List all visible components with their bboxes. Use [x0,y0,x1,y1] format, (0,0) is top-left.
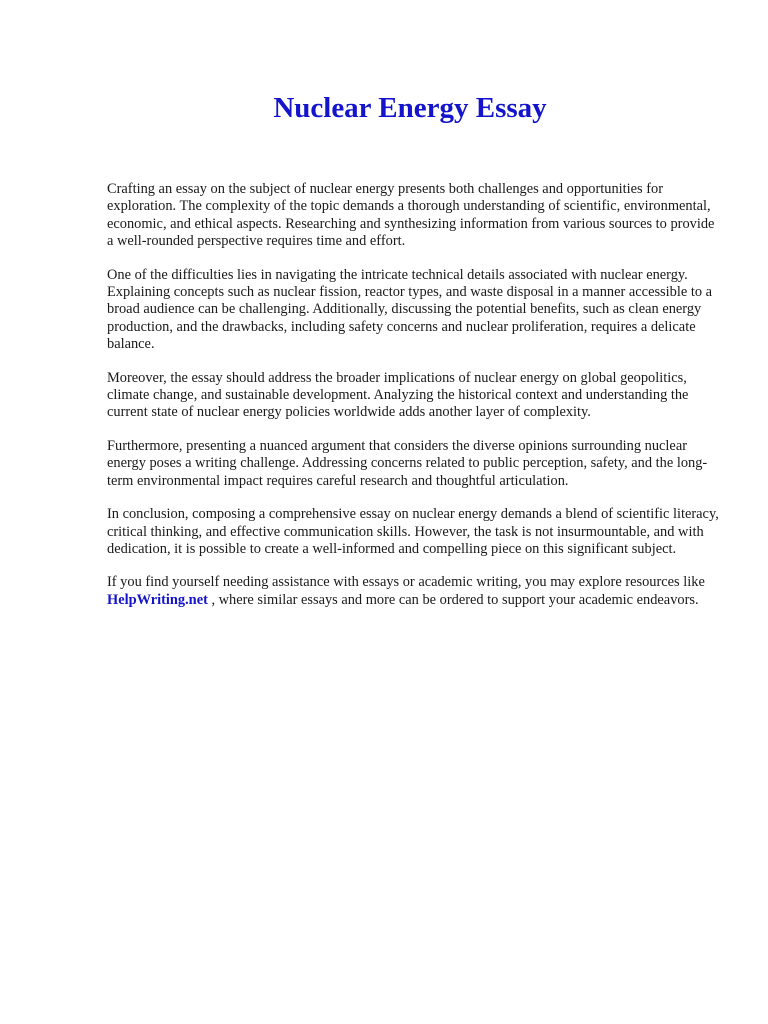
paragraph-1: Crafting an essay on the subject of nuclear energy presents both challenges and opportunities for exploration. The complexity of the topic demands a thorough understanding of scientific, environmental, economic, and ethical aspects. Researching and synthesizing information from various sources to provide a well-rounded perspective requires time and effort. [107,181,715,250]
document-body [107,181,719,625]
helpwriting-link[interactable]: HelpWriting.net [107,591,208,608]
document-title: Nuclear Energy Essay [273,92,547,124]
closing-text-before-link: If you find yourself needing assistance with essays or academic writing, you may explore resources like [107,574,705,591]
paragraph-closing [107,574,719,609]
paragraph-2: One of the difficulties lies in navigating the intricate technical details associated with nuclear energy. Explaining concepts such as nuclear fission, reactor types, and waste disposal in a manner accessible to a broad audience can be challenging. Additionally, discussing the potential benefits, such as clean energy production, and the drawbacks, including safety concerns and nuclear proliferation, requires a delicate balance. [107,266,713,353]
paragraph-4: Furthermore, presenting a nuanced argument that considers the diverse opinions surrounding nuclear energy poses a writing challenge. Addressing concerns related to public perception, safety, and the long-term environmental impact requires careful research and thoughtful articulation. [107,437,708,489]
closing-text-after-link: , where similar essays and more can be ordered to support your academic endeavors. [207,591,699,608]
paragraph-3: Moreover, the essay should address the broader implications of nuclear energy on global geopolitics, climate change, and sustainable development. Analyzing the historical context and understanding the current state of nuclear energy policies worldwide adds another layer of complexity. [107,369,689,421]
paragraph-5: In conclusion, composing a comprehensive essay on nuclear energy demands a blend of scientific literacy, critical thinking, and effective communication skills. However, the task is not insurmountable, and with dedication, it is possible to create a well-informed and compelling piece on this significant subject. [107,506,719,557]
